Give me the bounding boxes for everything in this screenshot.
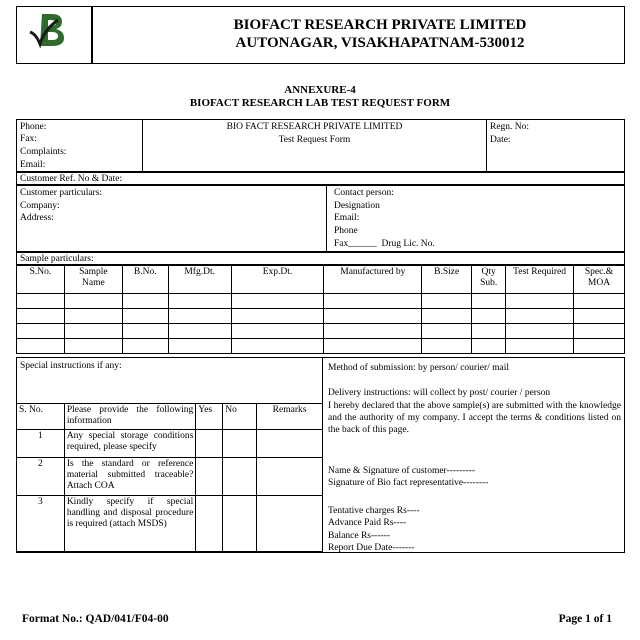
cell[interactable]	[506, 294, 574, 309]
cell[interactable]	[231, 324, 324, 339]
cell[interactable]	[122, 324, 168, 339]
cell[interactable]	[122, 294, 168, 309]
cell[interactable]	[168, 294, 231, 309]
cell[interactable]	[122, 339, 168, 354]
sample-particulars-heading-row	[16, 252, 625, 265]
cell[interactable]	[574, 309, 625, 324]
table-row	[17, 496, 323, 552]
col-special-sno: S. No.	[17, 404, 65, 430]
customer-signature-line: Name & Signature of customer---------	[328, 466, 475, 476]
form-title: BIOFACT RESEARCH LAB TEST REQUEST FORM	[189, 97, 451, 109]
col-batch-size: B.Size	[422, 266, 472, 294]
col-batch-no: B.No.	[122, 266, 168, 294]
col-exp-date: Exp.Dt.	[231, 266, 324, 294]
cell[interactable]	[17, 339, 65, 354]
cell[interactable]	[231, 339, 324, 354]
cell[interactable]	[422, 339, 472, 354]
no-cell[interactable]	[223, 458, 257, 496]
customer-particulars-label: Customer particulars:	[20, 188, 103, 198]
fax-drug-lic-label: Fax______ Drug Lic. No.	[334, 239, 435, 249]
cell[interactable]	[422, 324, 472, 339]
cell[interactable]	[472, 309, 506, 324]
center-company-name: BIO FACT RESEARCH PRIVATE LIMITED	[226, 122, 403, 132]
special-instructions-label: Special instructions if any:	[20, 361, 122, 371]
cell[interactable]	[17, 309, 65, 324]
cell[interactable]	[231, 309, 324, 324]
email-label: Email:	[20, 160, 46, 170]
cell[interactable]	[64, 324, 122, 339]
row-question: Is the standard or reference material submitted traceable? Attach COA	[64, 458, 195, 496]
cell[interactable]	[168, 339, 231, 354]
tentative-charges: Tentative charges Rs----	[328, 506, 420, 516]
representative-signature-line: Signature of Bio fact representative--------	[328, 478, 489, 488]
yes-cell[interactable]	[196, 496, 223, 552]
col-remarks: Remarks	[257, 404, 323, 430]
annexure-label: ANNEXURE-4	[284, 84, 356, 96]
col-mfg-date: Mfg.Dt.	[168, 266, 231, 294]
date-label: Date:	[490, 135, 511, 145]
company-label: Company:	[20, 201, 60, 211]
cell[interactable]	[574, 324, 625, 339]
balance: Balance Rs------	[328, 531, 390, 541]
row-number: 3	[17, 496, 65, 552]
row-number: 1	[17, 430, 65, 458]
no-cell[interactable]	[223, 496, 257, 552]
contact-person-label: Contact person:	[334, 188, 394, 198]
table-row	[17, 458, 323, 496]
cell[interactable]	[168, 324, 231, 339]
col-sno: S.No.	[17, 266, 65, 294]
cell[interactable]	[422, 309, 472, 324]
cell[interactable]	[574, 294, 625, 309]
designation-label: Designation	[334, 201, 380, 211]
center-form-name: Test Request Form	[278, 135, 351, 145]
cell[interactable]	[324, 309, 422, 324]
cell[interactable]	[231, 294, 324, 309]
cell[interactable]	[506, 324, 574, 339]
table-row[interactable]	[17, 324, 625, 339]
advance-paid: Advance Paid Rs----	[328, 518, 407, 528]
cell[interactable]	[506, 339, 574, 354]
col-qty-sub: Qty Sub.	[472, 266, 506, 294]
biofact-logo	[28, 12, 68, 48]
special-instructions-table	[16, 403, 323, 552]
format-number: Format No.: QAD/041/F04-00	[22, 613, 169, 625]
contact-phone-label: Phone	[334, 226, 358, 236]
col-manufactured-by: Manufactured by	[324, 266, 422, 294]
remarks-cell[interactable]	[257, 458, 323, 496]
yes-cell[interactable]	[196, 458, 223, 496]
col-yes: Yes	[196, 404, 223, 430]
col-sample-name: Sample Name	[64, 266, 122, 294]
special-table-header	[17, 404, 323, 430]
cell[interactable]	[324, 324, 422, 339]
cell[interactable]	[64, 339, 122, 354]
cell[interactable]	[17, 324, 65, 339]
sample-table	[16, 265, 625, 354]
regn-no-label: Regn. No:	[490, 122, 530, 132]
report-due-date: Report Due Date-------	[328, 543, 415, 553]
complaints-label: Complaints:	[20, 147, 67, 157]
table-row	[17, 430, 323, 458]
sample-table-header	[17, 266, 625, 294]
col-no: No	[223, 404, 257, 430]
no-cell[interactable]	[223, 430, 257, 458]
page-number: Page 1 of 1	[558, 613, 612, 625]
address-label: Address:	[20, 213, 54, 223]
cell[interactable]	[472, 294, 506, 309]
method-of-submission: Method of submission: by person/ courier/ mail	[328, 363, 510, 373]
cell[interactable]	[168, 309, 231, 324]
cell[interactable]	[422, 294, 472, 309]
company-address: AUTONAGAR, VISAKHAPATNAM-530012	[235, 35, 525, 51]
cell[interactable]	[64, 309, 122, 324]
delivery-instructions: Delivery instructions: will collect by post/ courier / person	[328, 388, 551, 398]
row-question: Any special storage conditions required, please specify	[64, 430, 195, 458]
table-row[interactable]	[17, 309, 625, 324]
col-test-required: Test Required	[506, 266, 574, 294]
cell[interactable]	[472, 324, 506, 339]
cell[interactable]	[324, 294, 422, 309]
cell[interactable]	[17, 294, 65, 309]
company-name: BIOFACT RESEARCH PRIVATE LIMITED	[233, 17, 527, 33]
col-information: Please provide the following information	[64, 404, 195, 430]
remarks-cell[interactable]	[257, 496, 323, 552]
cell[interactable]	[122, 309, 168, 324]
customer-ref-label: Customer Ref. No & Date:	[20, 174, 123, 184]
row-question: Kindly specify if special handling and disposal procedure is required (attach MSDS)	[64, 496, 195, 552]
phone-label: Phone:	[20, 122, 47, 132]
declaration-text: I hereby declared that the above sample(s) are submitted with the knowledge and the authority of my company. I accept the terms & conditions listed on the back of this page.	[328, 401, 621, 435]
table-row[interactable]	[17, 339, 625, 354]
cell[interactable]	[472, 339, 506, 354]
cell[interactable]	[506, 309, 574, 324]
yes-cell[interactable]	[196, 430, 223, 458]
cell[interactable]	[324, 339, 422, 354]
cell[interactable]	[574, 339, 625, 354]
sample-particulars-label: Sample particulars:	[20, 254, 94, 264]
fax-label: Fax:	[20, 134, 37, 144]
contact-email-label: Email:	[334, 213, 360, 223]
cell[interactable]	[64, 294, 122, 309]
row-number: 2	[17, 458, 65, 496]
table-row[interactable]	[17, 294, 625, 309]
remarks-cell[interactable]	[257, 430, 323, 458]
col-spec-moa: Spec.& MOA	[574, 266, 625, 294]
